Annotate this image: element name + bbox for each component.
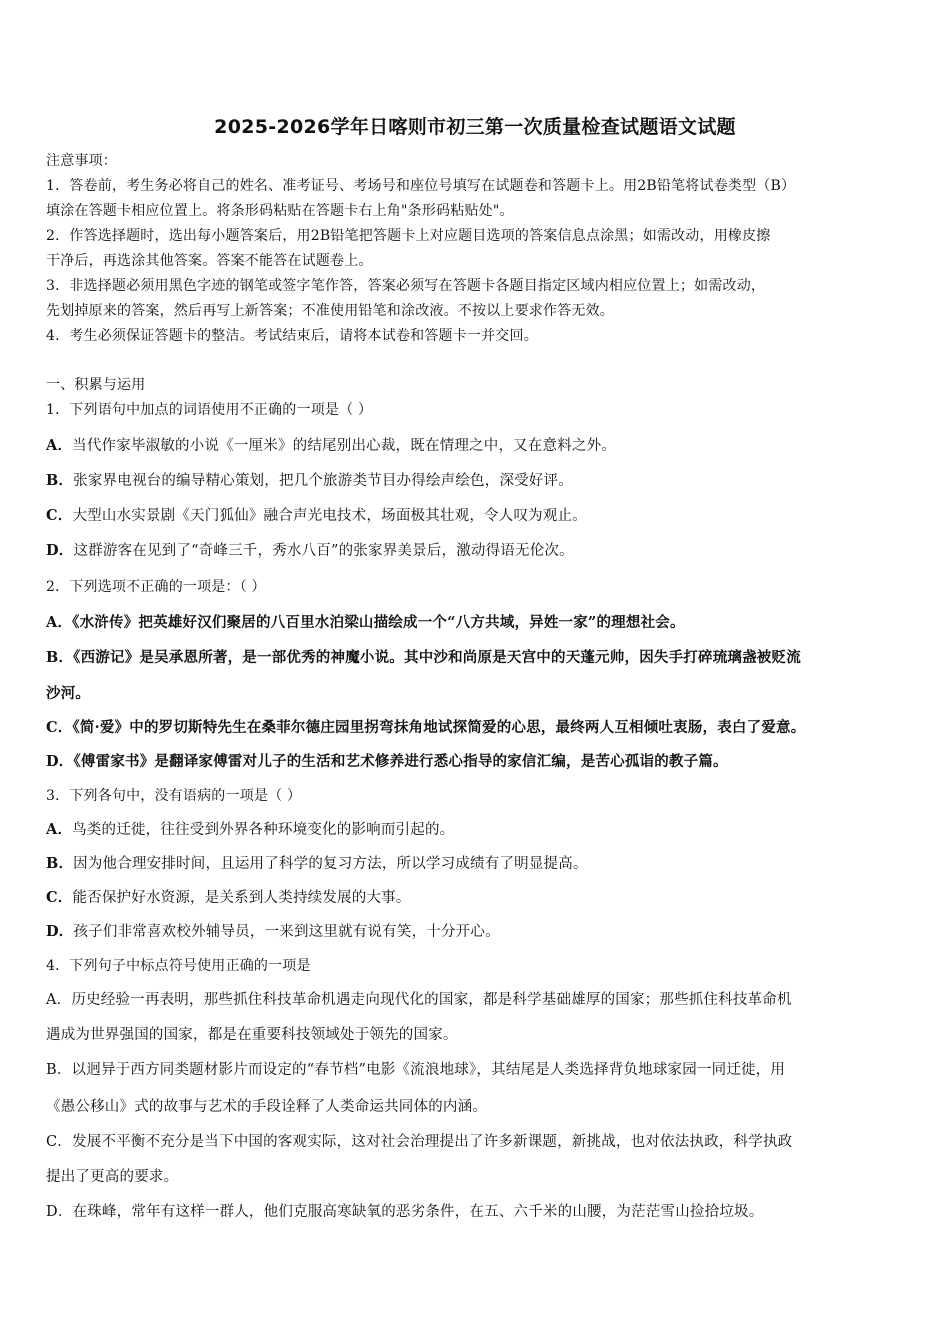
option-d: D．在珠峰，常年有这样一群人，他们克服高寒缺氧的恶劣条件，在五、六千米的山腰，为茫茫雪山捡拾垃圾。 <box>46 1204 764 1220</box>
option-d: D．《傅雷家书》是翻译家傅雷对儿子的生活和艺术修养进行悉心指导的家信汇编，是苦心孤诣的教子篇。 <box>46 753 728 770</box>
option-a: A．当代作家毕淑敏的小说《一厘米》的结尾别出心裁，既在情理之中，又在意料之外。 <box>46 437 617 454</box>
question-stem: 4．下列句子中标点符号使用正确的一项是 <box>46 958 311 974</box>
option-b: B．因为他合理安排时间，且运用了科学的复习方法，所以学习成绩有了明显提高。 <box>46 855 588 872</box>
option-c-continuation: 提出了更高的要求。 <box>46 1169 179 1185</box>
option-c: C．发展不平衡不充分是当下中国的客观实际，这对社会治理提出了许多新课题，新挑战，也对依法执政，科学执政 <box>46 1134 793 1150</box>
option-a: A．历史经验一再表明，那些抓住科技革命机遇走向现代化的国家，都是科学基础雄厚的国家；那些抓住科技革命机 <box>46 992 792 1008</box>
option-a: A．鸟类的迁徙，往往受到外界各种环境变化的影响而引起的。 <box>46 821 455 838</box>
option-d: D．孩子们非常喜欢校外辅导员，一来到这里就有说有笑，十分开心。 <box>46 923 500 940</box>
notice-heading: 注意事项： <box>46 153 117 169</box>
option-b-continuation: 《愚公移山》式的故事与艺术的手段诠释了人类命运共同体的内涵。 <box>46 1099 487 1115</box>
notice-line: 2．作答选择题时，选出每小题答案后，用2B铅笔把答题卡上对应题目选项的答案信息点涂黑；如需改动，用橡皮擦 <box>46 228 771 244</box>
exam-title: 2025-2026学年日喀则市初三第一次质量检查试题语文试题 <box>214 116 736 138</box>
option-b: B．张家界电视台的编导精心策划，把几个旅游类节目办得绘声绘色，深受好评。 <box>46 472 573 489</box>
notice-line: 先划掉原来的答案，然后再写上新答案；不准使用铅笔和涂改液。不按以上要求作答无效。 <box>46 303 614 319</box>
notice-line: 填涂在答题卡相应位置上。将条形码粘贴在答题卡右上角"条形码粘贴处"。 <box>46 203 514 219</box>
option-c: C．《简·爱》中的罗切斯特先生在桑菲尔德庄园里拐弯抹角地试探简爱的心思，最终两人互相倾吐衷肠，表白了爱意。 <box>46 719 806 736</box>
option-d: D．这群游客在见到了“奇峰三千，秀水八百”的张家界美景后，激动得语无伦次。 <box>46 542 574 559</box>
option-b-continuation: 沙河。 <box>46 685 91 702</box>
option-b: B．《西游记》是吴承恩所著，是一部优秀的神魔小说。其中沙和尚原是天宫中的天蓬元帅，因失手打碎琉璃盏被贬流 <box>46 649 801 666</box>
notice-line: 1．答卷前，考生务必将自己的姓名、准考证号、考场号和座位号填写在试题卷和答题卡上。用2B铅笔将试卷类型（B） <box>46 178 796 194</box>
notice-line: 干净后，再选涂其他答案。答案不能答在试题卷上。 <box>46 253 373 269</box>
section-heading: 一、积累与运用 <box>46 377 146 393</box>
question-stem: 3．下列各句中，没有语病的一项是（ ） <box>46 788 302 804</box>
notice-line: 4．考生必须保证答题卡的整洁。考试结束后，请将本试卷和答题卡一并交回。 <box>46 328 538 344</box>
question-stem: 2．下列选项不正确的一项是：（ ） <box>46 579 266 595</box>
option-a-continuation: 遇成为世界强国的国家，都是在重要科技领域处于领先的国家。 <box>46 1027 458 1043</box>
notice-line: 3．非选择题必须用黑色字迹的钢笔或签字笔作答，答案必须写在答题卡各题目指定区域内相应位置上；如需改动， <box>46 278 766 294</box>
question-stem: 1．下列语句中加点的词语使用不正确的一项是（ ） <box>46 402 373 418</box>
option-a: A．《水浒传》把英雄好汉们聚居的八百里水泊梁山描绘成一个“八方共域，异姓一家”的理想社会。 <box>46 614 685 631</box>
option-c: C．能否保护好水资源，是关系到人类持续发展的大事。 <box>46 889 411 906</box>
option-b: B．以迥异于西方同类题材影片而设定的“春节档”电影《流浪地球》，其结尾是人类选择背负地球家园一同迁徙，用 <box>46 1062 786 1078</box>
option-c: C．大型山水实景剧《天门狐仙》融合声光电技术，场面极其壮观，令人叹为观止。 <box>46 507 587 524</box>
